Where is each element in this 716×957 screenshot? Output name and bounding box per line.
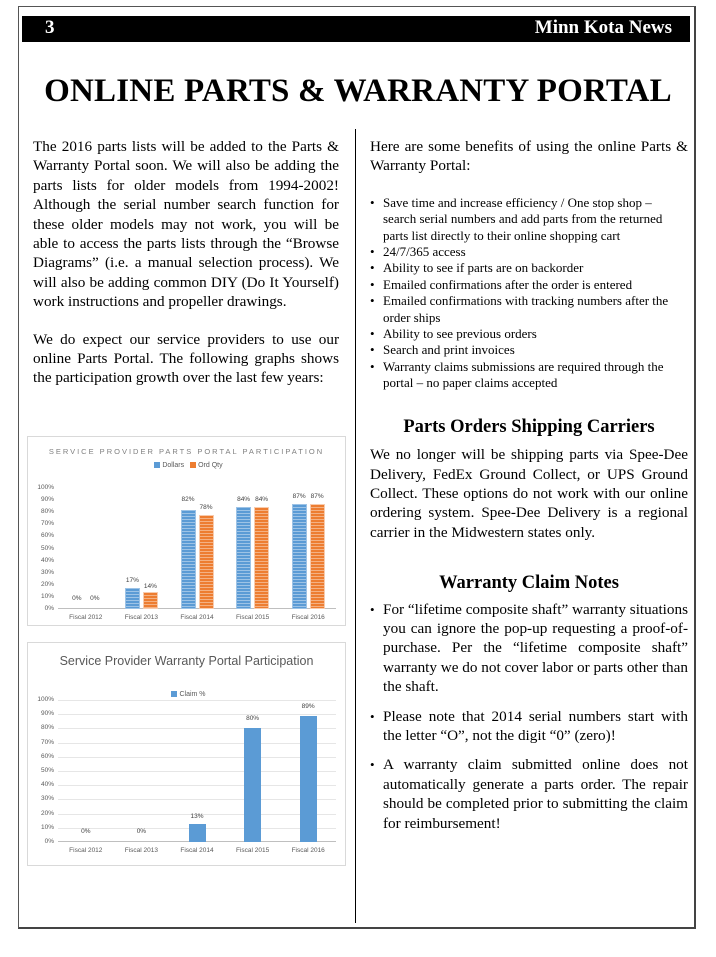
y-tick-label: 20% xyxy=(40,809,54,817)
y-tick-label: 30% xyxy=(40,795,54,803)
plot-area xyxy=(58,488,336,609)
y-tick-label: 0% xyxy=(44,838,54,845)
x-tick-label: Fiscal 2012 xyxy=(69,847,103,854)
list-item: • Please note that 2014 serial numbers start with the letter “O”, not the digit “0” (zero)! xyxy=(370,707,688,746)
bar-claim--fiscal-2016 xyxy=(300,716,317,842)
bar-dollars-fiscal-2015 xyxy=(236,507,251,609)
x-tick-label: Fiscal 2012 xyxy=(69,614,103,621)
x-tick-label: Fiscal 2015 xyxy=(235,847,270,854)
y-tick-label: 90% xyxy=(40,710,54,718)
x-tick-label: Fiscal 2015 xyxy=(235,614,270,621)
gridline xyxy=(58,799,336,800)
data-label: 17% xyxy=(125,577,139,585)
bar-ord-qty-fiscal-2016 xyxy=(310,504,325,609)
x-tick-label: Fiscal 2014 xyxy=(180,614,214,621)
right-column xyxy=(370,137,688,843)
y-tick-label: 80% xyxy=(40,724,54,732)
chart-legend xyxy=(28,691,345,698)
chart-title: Service Provider Warranty Portal Participation xyxy=(59,654,314,668)
warranty-notes-list xyxy=(370,600,688,833)
y-tick-label: 40% xyxy=(40,781,54,789)
page-title: ONLINE PARTS & WARRANTY PORTAL xyxy=(44,73,672,109)
y-tick-label: 90% xyxy=(40,496,54,504)
gridline xyxy=(58,728,336,729)
y-tick-label: 50% xyxy=(40,544,54,552)
legend-swatch-claim xyxy=(171,691,177,697)
data-label: 78% xyxy=(199,503,213,511)
y-tick-label: 100% xyxy=(37,696,54,703)
y-tick-label: 20% xyxy=(40,580,54,588)
gridline xyxy=(58,757,336,758)
bar-ord-qty-fiscal-2013 xyxy=(143,592,158,609)
list-item: • Ability to see if parts are on backorder xyxy=(370,260,688,276)
x-tick-label: Fiscal 2013 xyxy=(124,847,159,854)
data-label: 87% xyxy=(292,492,306,500)
chart-title: SERVICE PROVIDER PARTS PORTAL PARTICIPATION xyxy=(48,447,325,456)
list-item: • Emailed confirmations after the order is entered xyxy=(370,277,688,293)
legend-label: Claim % xyxy=(179,691,206,698)
plot-area xyxy=(58,700,336,842)
list-item: • For “lifetime composite shaft” warranty situations you can ignore the pop-up requesting a proof-of-purchase. Per the “lifetime composite shaft” warranty we do not cover labor or parts other than the shaft. xyxy=(370,600,688,697)
data-label: 0% xyxy=(90,595,100,602)
bar-dollars-fiscal-2014 xyxy=(181,510,196,609)
x-tick-label: Fiscal 2016 xyxy=(291,847,325,854)
page-number: 3 xyxy=(45,17,55,38)
gridline xyxy=(58,743,336,744)
list-item: • Warranty claims submissions are required through the portal – no paper claims accepted xyxy=(370,359,688,392)
gridline xyxy=(58,700,336,701)
newsletter-page xyxy=(18,6,696,929)
header-bar xyxy=(22,16,690,42)
bar-dollars-fiscal-2013 xyxy=(125,588,140,609)
data-label: 80% xyxy=(246,715,260,723)
list-item: • Ability to see previous orders xyxy=(370,326,688,342)
parts-portal-chart xyxy=(27,436,346,626)
list-item: • Save time and increase efficiency / One stop shop – search serial numbers and add parts from the returned parts list directly to their online shopping cart xyxy=(370,195,688,244)
publication-title: Minn Kota News xyxy=(534,17,672,38)
y-tick-label: 60% xyxy=(40,532,54,540)
data-label: 0% xyxy=(136,828,147,835)
gridline xyxy=(58,771,336,772)
data-label: 82% xyxy=(181,495,195,503)
y-tick-label: 100% xyxy=(37,484,54,491)
shipping-heading: Parts Orders Shipping Carriers xyxy=(403,416,655,437)
column-divider xyxy=(355,129,356,923)
gridline xyxy=(58,714,336,715)
bar-claim--fiscal-2015 xyxy=(244,728,261,842)
y-tick-label: 40% xyxy=(40,556,54,564)
data-label: 0% xyxy=(72,595,82,602)
warranty-portal-chart xyxy=(27,642,346,866)
y-tick-label: 70% xyxy=(40,520,54,528)
y-tick-label: 30% xyxy=(40,568,54,576)
intro-paragraph: The 2016 parts lists will be added to the Parts & Warranty Portal soon. We will also be adding the parts lists for older models from 1994-2002! Although the serial number search function for these older models may not work, you will be able to access the parts lists through the “Browse Diagrams” (i.e. a manual selection process). We will also be adding common DIY (Do It Yourself) work instructions and propeller drawings. xyxy=(33,138,339,311)
bar-dollars-fiscal-2016 xyxy=(292,504,307,609)
x-tick-label: Fiscal 2014 xyxy=(180,847,214,854)
legend-swatch-ord-qty xyxy=(190,462,196,468)
graphs-paragraph: We do expect our service providers to use our online Parts Portal. The following graphs shows the participation growth over the last few years: xyxy=(33,330,339,387)
warranty-notes-heading: Warranty Claim Notes xyxy=(439,573,619,594)
bar-claim--fiscal-2014 xyxy=(189,824,206,842)
data-label: 84% xyxy=(237,496,251,504)
y-tick-label: 60% xyxy=(40,752,54,760)
x-tick-label: Fiscal 2013 xyxy=(124,614,159,621)
y-tick-label: 10% xyxy=(40,592,54,600)
legend-swatch-dollars xyxy=(154,462,160,468)
y-tick-label: 50% xyxy=(40,767,54,774)
left-column xyxy=(33,137,339,406)
benefits-intro: Here are some benefits of using the online Parts & Warranty Portal: xyxy=(370,138,688,175)
data-label: 87% xyxy=(310,492,324,500)
bar-ord-qty-fiscal-2014 xyxy=(199,515,214,609)
legend-label: Ord Qty xyxy=(198,462,223,469)
list-item: • Search and print invoices xyxy=(370,342,688,358)
list-item: • Emailed confirmations with tracking numbers after the order ships xyxy=(370,293,688,326)
chart-legend xyxy=(28,462,345,469)
bar-ord-qty-fiscal-2015 xyxy=(254,507,269,609)
data-label: 84% xyxy=(255,496,269,504)
legend-label: Dollars xyxy=(162,462,185,469)
x-tick-label: Fiscal 2016 xyxy=(291,614,325,621)
data-label: 14% xyxy=(143,583,157,591)
y-tick-label: 10% xyxy=(40,823,54,831)
shipping-paragraph: We no longer will be shipping parts via Spee-Dee Delivery, FedEx Ground Collect, or UPS Ground Collect. These options do not work with our online ordering system. Spee-Dee Delivery is a regional carrier in the Midwestern states only. xyxy=(370,446,688,541)
y-tick-label: 0% xyxy=(44,605,54,612)
data-label: 89% xyxy=(301,702,315,710)
list-item: • A warranty claim submitted online does not automatically generate a parts order. The repair should be completed prior to submitting the claim for reimbursement! xyxy=(370,755,688,833)
data-label: 13% xyxy=(190,812,204,820)
y-tick-label: 80% xyxy=(40,508,54,516)
list-item: • 24/7/365 access xyxy=(370,244,688,260)
y-tick-label: 70% xyxy=(40,738,54,746)
data-label: 0% xyxy=(81,828,91,835)
gridline xyxy=(58,785,336,786)
benefits-list xyxy=(370,195,688,392)
